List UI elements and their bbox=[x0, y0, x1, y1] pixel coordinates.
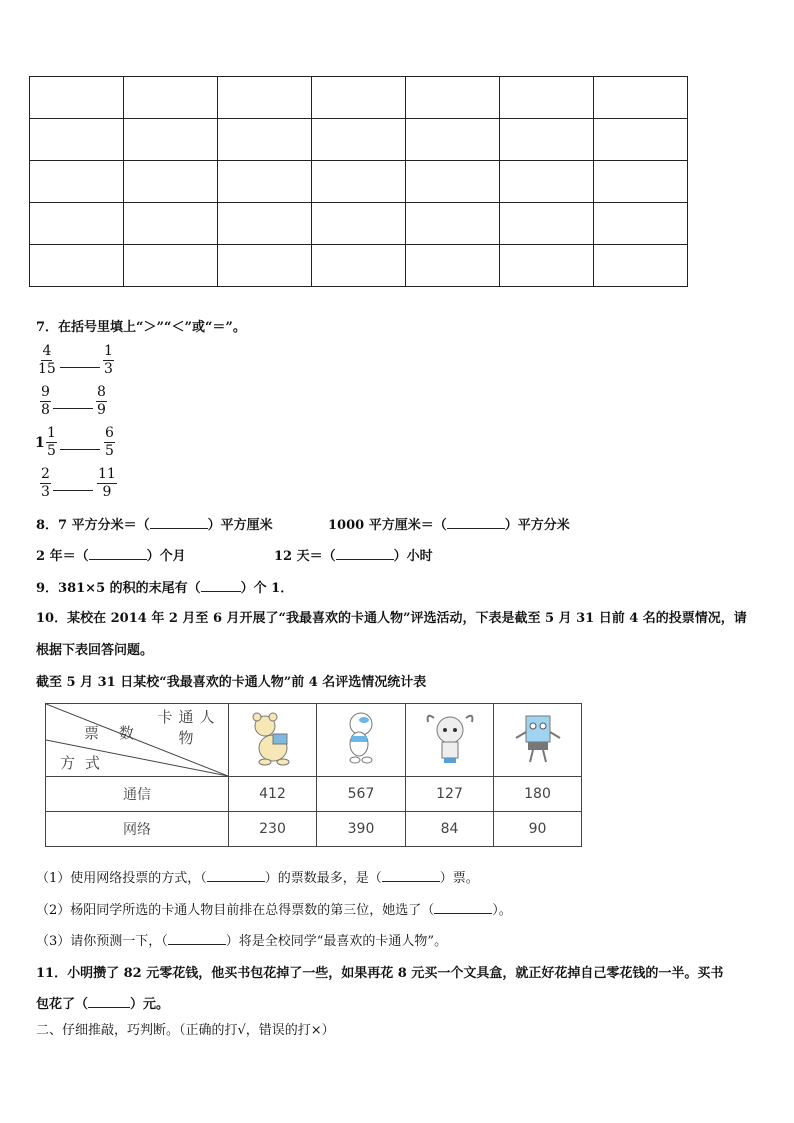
cartoon-goat-cell bbox=[406, 704, 494, 777]
table-cell: 567 bbox=[317, 777, 406, 812]
q8-item2 bbox=[328, 514, 570, 533]
q10-sub1-text-b: ）的票数最多，是（ bbox=[264, 871, 382, 886]
q7-pair3-whole-number: 1 bbox=[35, 435, 45, 451]
q7-prompt: 7．在括号里填上“＞”“＜”或“＝”。 bbox=[36, 320, 246, 335]
table-row bbox=[46, 777, 582, 812]
q10-line2: 根据下表回答问题。 bbox=[36, 643, 154, 658]
table-cell: 412 bbox=[229, 777, 317, 812]
numerator: 8 bbox=[97, 384, 106, 400]
numerator: 1 bbox=[104, 343, 113, 359]
numerator: 2 bbox=[41, 466, 50, 482]
q7-pair3-left-fraction bbox=[46, 425, 57, 460]
q10-sub3 bbox=[36, 930, 447, 949]
answer-blank[interactable] bbox=[336, 547, 394, 560]
answer-blank[interactable] bbox=[434, 901, 492, 914]
numerator: 4 bbox=[42, 343, 52, 359]
q9-text-a: 9．381×5 的积的末尾有（ bbox=[36, 581, 201, 596]
denominator: 15 bbox=[38, 361, 56, 377]
dog-cartoon-image bbox=[331, 708, 391, 768]
q8-item3-text-b: ）个月 bbox=[146, 549, 186, 564]
q8-item3-text-a: 2 年＝（ bbox=[36, 549, 89, 564]
table-cell: 127 bbox=[406, 777, 494, 812]
q8-item4-text-b: ）小时 bbox=[393, 549, 433, 564]
answer-blank[interactable] bbox=[150, 516, 208, 529]
section2-title: 二、仔细推敲，巧判断。（正确的打√，错误的打×） bbox=[36, 1023, 335, 1038]
denominator: 5 bbox=[47, 443, 56, 459]
q10-sub1-text-c: ）票。 bbox=[439, 871, 479, 886]
header-cartoon-label: 卡通人物 bbox=[157, 708, 221, 747]
row-label: 网络 bbox=[46, 812, 229, 847]
numerator: 11 bbox=[98, 466, 116, 482]
denominator: 9 bbox=[97, 402, 106, 418]
header-method-label: 方式 bbox=[60, 754, 111, 772]
q7-pair4-right-fraction bbox=[97, 466, 117, 501]
answer-blank[interactable] bbox=[382, 869, 440, 882]
cartoon-dog-cell bbox=[317, 704, 406, 777]
q7-pair2-left-fraction bbox=[40, 384, 51, 419]
table-row bbox=[46, 812, 582, 847]
denominator: 5 bbox=[105, 443, 114, 459]
q7-pair3-right-fraction bbox=[104, 425, 115, 460]
numerator: 9 bbox=[41, 384, 50, 400]
q10-sub1 bbox=[36, 867, 479, 886]
denominator: 9 bbox=[102, 484, 112, 500]
q8-item1-text-a: 8．7 平方分米＝（ bbox=[36, 518, 150, 533]
table-cell: 90 bbox=[494, 812, 582, 847]
q8-item2-text-b: ）平方分米 bbox=[504, 518, 570, 533]
q11-line2 bbox=[36, 993, 169, 1012]
q8-item4-text-a: 12 天＝（ bbox=[274, 549, 336, 564]
q10-sub2-text-a: （2）杨阳同学所选的卡通人物目前排在总得票数的第三位，她选了（ bbox=[36, 903, 435, 918]
q8-item1 bbox=[36, 514, 273, 533]
q9 bbox=[36, 577, 293, 596]
q10-sub3-text-a: （3）请你预测一下，（ bbox=[36, 934, 168, 949]
answer-blank[interactable] bbox=[447, 516, 505, 529]
q8-item4 bbox=[274, 545, 433, 564]
table-cell: 180 bbox=[494, 777, 582, 812]
goat-cartoon-image bbox=[420, 708, 480, 768]
q7-pair1-blank[interactable] bbox=[60, 367, 100, 368]
q8-item3 bbox=[36, 545, 186, 564]
denominator: 3 bbox=[41, 484, 50, 500]
q7-pair1-left-fraction bbox=[38, 343, 56, 378]
numerator: 1 bbox=[47, 425, 56, 441]
table-cell: 230 bbox=[229, 812, 317, 847]
empty-grid-table bbox=[29, 76, 688, 287]
table-cell: 84 bbox=[406, 812, 494, 847]
answer-blank[interactable] bbox=[207, 869, 265, 882]
vote-statistics-table bbox=[45, 703, 582, 847]
numerator: 6 bbox=[105, 425, 114, 441]
q10-table-title: 截至 5 月 31 日某校“我最喜欢的卡通人物”前 4 名评选情况统计表 bbox=[36, 675, 427, 690]
header-votes-label: 票数 bbox=[84, 724, 155, 742]
q10-sub2-text-b: ）。 bbox=[492, 903, 512, 918]
q10-line1: 10．某校在 2014 年 2 月至 6 月开展了“我最喜欢的卡通人物”评选活动，下表是截至 5 月 31 日前 4 名的投票情况，请 bbox=[36, 611, 747, 626]
q7-pair1-right-fraction bbox=[103, 343, 114, 378]
answer-blank[interactable] bbox=[88, 995, 130, 1008]
q7-pair3-blank[interactable] bbox=[60, 449, 100, 450]
row-label: 通信 bbox=[46, 777, 229, 812]
answer-blank[interactable] bbox=[89, 547, 147, 560]
q11-text-b: ）元。 bbox=[130, 997, 170, 1012]
q7-pair4-left-fraction bbox=[40, 466, 51, 501]
q9-text-b: ）个 1． bbox=[240, 581, 294, 596]
q10-sub3-text-b: ）将是全校同学“最喜欢的卡通人物”。 bbox=[225, 934, 448, 949]
q7-pair2-right-fraction bbox=[96, 384, 107, 419]
answer-blank[interactable] bbox=[168, 932, 226, 945]
sponge-cartoon-image bbox=[508, 708, 568, 768]
cartoon-bear-cell bbox=[229, 704, 317, 777]
header-diagonal-cell bbox=[46, 704, 229, 777]
q10-sub2 bbox=[36, 899, 512, 918]
q7-pair2-blank[interactable] bbox=[53, 408, 93, 409]
denominator: 8 bbox=[41, 402, 50, 418]
q7-pair4-blank[interactable] bbox=[53, 490, 93, 491]
bear-cartoon-image bbox=[243, 708, 303, 768]
q8-item2-text-a: 1000 平方厘米＝（ bbox=[328, 518, 447, 533]
cartoon-sponge-cell bbox=[494, 704, 582, 777]
table-cell: 390 bbox=[317, 812, 406, 847]
denominator: 3 bbox=[104, 361, 113, 377]
q11-line1: 11．小明攒了 82 元零花钱，他买书包花掉了一些，如果再花 8 元买一个文具盒，就正好花掉自己零花钱的一半。买书 bbox=[36, 966, 724, 981]
q11-text-a: 包花了（ bbox=[36, 997, 89, 1012]
answer-blank[interactable] bbox=[201, 579, 241, 592]
q10-sub1-text-a: （1）使用网络投票的方式，（ bbox=[36, 871, 207, 886]
q8-item1-text-b: ）平方厘米 bbox=[207, 518, 273, 533]
